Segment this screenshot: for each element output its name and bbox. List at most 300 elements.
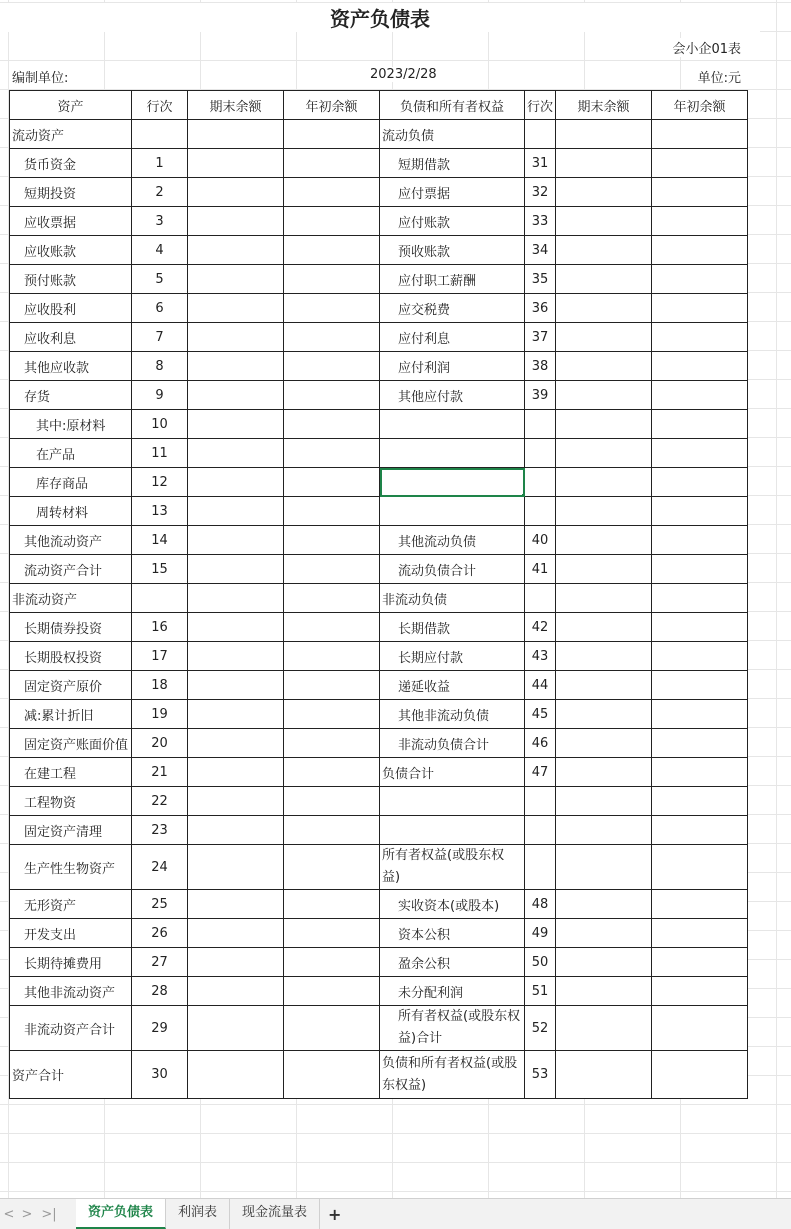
asset-end-balance-cell[interactable]: [188, 787, 284, 816]
asset-begin-balance-cell[interactable]: [284, 671, 380, 700]
asset-item-label: 应收利息: [10, 323, 132, 352]
liability-line-number: 44: [525, 671, 556, 700]
liability-line-number: 50: [525, 948, 556, 977]
asset-begin-balance-cell[interactable]: [284, 584, 380, 613]
liability-item-label: 负债合计: [380, 758, 525, 787]
asset-begin-balance-cell[interactable]: [284, 816, 380, 845]
last-sheet-icon[interactable]: >|: [41, 1206, 57, 1222]
liability-begin-balance-cell[interactable]: [652, 584, 748, 613]
table-row: [10, 1006, 748, 1051]
liability-line-number: [525, 816, 556, 845]
asset-item-label: 工程物资: [10, 787, 132, 816]
liability-begin-balance-cell[interactable]: [652, 381, 748, 410]
liability-item-label: 非流动负债: [380, 584, 525, 613]
asset-item-label: 长期债券投资: [10, 613, 132, 642]
asset-line-number: 13: [132, 497, 188, 526]
asset-item-label: 在产品: [10, 439, 132, 468]
asset-item-label: 流动资产: [10, 120, 132, 149]
asset-end-balance-cell[interactable]: [188, 236, 284, 265]
asset-begin-balance-cell[interactable]: [284, 526, 380, 555]
liability-end-balance-cell[interactable]: [556, 977, 652, 1006]
liability-begin-balance-cell[interactable]: [652, 613, 748, 642]
liability-line-number: [525, 584, 556, 613]
liability-end-balance-cell[interactable]: [556, 816, 652, 845]
selected-cell[interactable]: [380, 468, 525, 497]
liability-begin-balance-cell[interactable]: [652, 120, 748, 149]
asset-begin-balance-cell[interactable]: [284, 381, 380, 410]
asset-line-number: 6: [132, 294, 188, 323]
liability-begin-balance-cell[interactable]: [652, 526, 748, 555]
asset-end-balance-cell[interactable]: [188, 410, 284, 439]
table-row: [10, 265, 748, 294]
liability-end-balance-cell[interactable]: [556, 671, 652, 700]
liability-item-label: 所有者权益(或股东权益)合计: [380, 1006, 525, 1051]
asset-line-number: 23: [132, 816, 188, 845]
asset-begin-balance-cell[interactable]: [284, 497, 380, 526]
liability-item-label: 其他非流动负债: [380, 700, 525, 729]
liability-begin-balance-cell[interactable]: [652, 758, 748, 787]
table-row: [10, 178, 748, 207]
asset-line-number: 8: [132, 352, 188, 381]
liability-begin-balance-cell[interactable]: [652, 1051, 748, 1099]
table-row: [10, 526, 748, 555]
liability-line-number: [525, 410, 556, 439]
liability-item-label: [380, 410, 525, 439]
asset-item-label: 长期待摊费用: [10, 948, 132, 977]
asset-end-balance-cell[interactable]: [188, 890, 284, 919]
liability-line-number: 32: [525, 178, 556, 207]
asset-line-number: 24: [132, 845, 188, 890]
asset-end-balance-cell[interactable]: [188, 526, 284, 555]
liability-item-label: [380, 439, 525, 468]
liability-begin-balance-cell[interactable]: [652, 468, 748, 497]
asset-item-label: 非流动资产合计: [10, 1006, 132, 1051]
asset-line-number: 29: [132, 1006, 188, 1051]
asset-item-label: 应收股利: [10, 294, 132, 323]
asset-end-balance-cell[interactable]: [188, 758, 284, 787]
liability-line-number: 31: [525, 149, 556, 178]
form-number: 会小企01表: [672, 38, 741, 57]
table-row: [10, 758, 748, 787]
asset-begin-balance-cell[interactable]: [284, 149, 380, 178]
asset-end-balance-cell[interactable]: [188, 439, 284, 468]
asset-end-balance-cell[interactable]: [188, 729, 284, 758]
asset-end-balance-cell[interactable]: [188, 323, 284, 352]
asset-item-label: 减:累计折旧: [10, 700, 132, 729]
asset-line-number: [132, 584, 188, 613]
liability-line-number: 41: [525, 555, 556, 584]
asset-item-label: 其他非流动资产: [10, 977, 132, 1006]
liability-item-label: [380, 497, 525, 526]
asset-line-number: 14: [132, 526, 188, 555]
table-row: [10, 787, 748, 816]
liability-item-label: 长期借款: [380, 613, 525, 642]
liability-begin-balance-cell[interactable]: [652, 410, 748, 439]
asset-item-label: 生产性生物资产: [10, 845, 132, 890]
liability-end-balance-cell[interactable]: [556, 323, 652, 352]
liability-begin-balance-cell[interactable]: [652, 700, 748, 729]
liability-item-label: 其他流动负债: [380, 526, 525, 555]
table-row: [10, 671, 748, 700]
asset-item-label: 短期投资: [10, 178, 132, 207]
liability-line-number: [525, 120, 556, 149]
table-row: [10, 845, 748, 890]
liability-line-number: 34: [525, 236, 556, 265]
liability-begin-balance-cell[interactable]: [652, 178, 748, 207]
liability-begin-balance-cell[interactable]: [652, 977, 748, 1006]
asset-item-label: 长期股权投资: [10, 642, 132, 671]
asset-line-number: 27: [132, 948, 188, 977]
asset-line-number: 2: [132, 178, 188, 207]
liability-end-balance-cell[interactable]: [556, 890, 652, 919]
liability-begin-balance-cell[interactable]: [652, 555, 748, 584]
liability-line-number: 40: [525, 526, 556, 555]
liability-end-balance-cell[interactable]: [556, 294, 652, 323]
liability-end-balance-cell[interactable]: [556, 642, 652, 671]
table-row: [10, 729, 748, 758]
liability-line-number: 51: [525, 977, 556, 1006]
currency-label: 单位:元: [698, 67, 741, 86]
liability-end-balance-cell[interactable]: [556, 410, 652, 439]
table-row: [10, 352, 748, 381]
liability-end-balance-cell[interactable]: [556, 178, 652, 207]
liability-begin-balance-cell[interactable]: [652, 497, 748, 526]
asset-end-balance-cell[interactable]: [188, 1051, 284, 1099]
asset-line-number: 9: [132, 381, 188, 410]
liability-item-label: 所有者权益(或股东权益): [380, 845, 525, 890]
asset-item-label: 无形资产: [10, 890, 132, 919]
table-row: [10, 236, 748, 265]
liability-end-balance-cell[interactable]: [556, 120, 652, 149]
liability-item-label: 预收账款: [380, 236, 525, 265]
column-header: 负债和所有者权益: [380, 91, 525, 120]
asset-line-number: [132, 120, 188, 149]
liability-item-label: 资本公积: [380, 919, 525, 948]
asset-begin-balance-cell[interactable]: [284, 352, 380, 381]
liability-begin-balance-cell[interactable]: [652, 149, 748, 178]
asset-begin-balance-cell[interactable]: [284, 758, 380, 787]
asset-begin-balance-cell[interactable]: [284, 207, 380, 236]
liability-item-label: 非流动负债合计: [380, 729, 525, 758]
sheet-title: 资产负债表: [0, 3, 760, 32]
liability-end-balance-cell[interactable]: [556, 700, 652, 729]
asset-item-label: 应收票据: [10, 207, 132, 236]
liability-line-number: [525, 497, 556, 526]
liability-item-label: 应付利息: [380, 323, 525, 352]
liability-end-balance-cell[interactable]: [556, 265, 652, 294]
liability-end-balance-cell[interactable]: [556, 1051, 652, 1099]
liability-line-number: [525, 787, 556, 816]
liability-end-balance-cell[interactable]: [556, 352, 652, 381]
asset-end-balance-cell[interactable]: [188, 816, 284, 845]
liability-begin-balance-cell[interactable]: [652, 642, 748, 671]
asset-item-label: 非流动资产: [10, 584, 132, 613]
asset-line-number: 15: [132, 555, 188, 584]
liability-end-balance-cell[interactable]: [556, 207, 652, 236]
asset-end-balance-cell[interactable]: [188, 120, 284, 149]
column-header: 年初余额: [284, 91, 380, 120]
asset-line-number: 30: [132, 1051, 188, 1099]
liability-line-number: 42: [525, 613, 556, 642]
asset-end-balance-cell[interactable]: [188, 1006, 284, 1051]
liability-end-balance-cell[interactable]: [556, 613, 652, 642]
asset-item-label: 其中:原材料: [10, 410, 132, 439]
liability-begin-balance-cell[interactable]: [652, 671, 748, 700]
asset-begin-balance-cell[interactable]: [284, 1051, 380, 1099]
table-row: [10, 120, 748, 149]
liability-item-label: 应付票据: [380, 178, 525, 207]
asset-end-balance-cell[interactable]: [188, 977, 284, 1006]
liability-line-number: [525, 468, 556, 497]
asset-line-number: 20: [132, 729, 188, 758]
asset-item-label: 库存商品: [10, 468, 132, 497]
asset-end-balance-cell[interactable]: [188, 919, 284, 948]
liability-end-balance-cell[interactable]: [556, 149, 652, 178]
liability-line-number: 46: [525, 729, 556, 758]
column-header: 行次: [525, 91, 556, 120]
liability-end-balance-cell[interactable]: [556, 381, 652, 410]
column-header: 期末余额: [188, 91, 284, 120]
asset-begin-balance-cell[interactable]: [284, 700, 380, 729]
asset-end-balance-cell[interactable]: [188, 700, 284, 729]
asset-item-label: 周转材料: [10, 497, 132, 526]
liability-item-label: 应付职工薪酬: [380, 265, 525, 294]
column-header: 资产: [10, 91, 132, 120]
liability-end-balance-cell[interactable]: [556, 555, 652, 584]
asset-item-label: 应收账款: [10, 236, 132, 265]
tab-cash-flow[interactable]: 现金流量表: [230, 1199, 320, 1229]
unit-label: 编制单位:: [12, 67, 68, 86]
asset-line-number: 17: [132, 642, 188, 671]
asset-end-balance-cell[interactable]: [188, 497, 284, 526]
table-row: [10, 410, 748, 439]
asset-item-label: 资产合计: [10, 1051, 132, 1099]
liability-item-label: 递延收益: [380, 671, 525, 700]
asset-line-number: 25: [132, 890, 188, 919]
asset-begin-balance-cell[interactable]: [284, 1006, 380, 1051]
asset-item-label: 开发支出: [10, 919, 132, 948]
asset-item-label: 固定资产清理: [10, 816, 132, 845]
liability-item-label: 未分配利润: [380, 977, 525, 1006]
balance-sheet-table: [9, 90, 748, 1099]
add-sheet-icon[interactable]: +: [328, 1204, 342, 1224]
liability-begin-balance-cell[interactable]: [652, 323, 748, 352]
table-row: [10, 977, 748, 1006]
asset-end-balance-cell[interactable]: [188, 642, 284, 671]
liability-item-label: [380, 787, 525, 816]
asset-begin-balance-cell[interactable]: [284, 178, 380, 207]
liability-end-balance-cell[interactable]: [556, 497, 652, 526]
asset-end-balance-cell[interactable]: [188, 468, 284, 497]
asset-end-balance-cell[interactable]: [188, 584, 284, 613]
liability-item-label: 短期借款: [380, 149, 525, 178]
asset-begin-balance-cell[interactable]: [284, 323, 380, 352]
liability-line-number: [525, 845, 556, 890]
asset-begin-balance-cell[interactable]: [284, 845, 380, 890]
asset-item-label: 预付账款: [10, 265, 132, 294]
asset-begin-balance-cell[interactable]: [284, 120, 380, 149]
liability-begin-balance-cell[interactable]: [652, 352, 748, 381]
liability-end-balance-cell[interactable]: [556, 1006, 652, 1051]
tab-income-statement[interactable]: 利润表: [166, 1199, 230, 1229]
table-row: [10, 439, 748, 468]
asset-begin-balance-cell[interactable]: [284, 729, 380, 758]
liability-item-label: 流动负债合计: [380, 555, 525, 584]
liability-end-balance-cell[interactable]: [556, 729, 652, 758]
asset-item-label: 其他流动资产: [10, 526, 132, 555]
table-row: [10, 555, 748, 584]
asset-line-number: 22: [132, 787, 188, 816]
liability-line-number: 45: [525, 700, 556, 729]
asset-begin-balance-cell[interactable]: [284, 948, 380, 977]
asset-begin-balance-cell[interactable]: [284, 919, 380, 948]
asset-line-number: 7: [132, 323, 188, 352]
table-row: [10, 149, 748, 178]
liability-end-balance-cell[interactable]: [556, 439, 652, 468]
liability-line-number: 49: [525, 919, 556, 948]
tab-balance-sheet[interactable]: 资产负债表: [76, 1199, 166, 1229]
liability-item-label: 长期应付款: [380, 642, 525, 671]
liability-item-label: 流动负债: [380, 120, 525, 149]
table-row: [10, 584, 748, 613]
liability-begin-balance-cell[interactable]: [652, 948, 748, 977]
table-row: [10, 294, 748, 323]
sheet-tab-bar: [0, 1198, 791, 1229]
liability-begin-balance-cell[interactable]: [652, 236, 748, 265]
asset-line-number: 16: [132, 613, 188, 642]
liability-line-number: 33: [525, 207, 556, 236]
asset-item-label: 其他应收款: [10, 352, 132, 381]
liability-item-label: 实收资本(或股本): [380, 890, 525, 919]
asset-line-number: 11: [132, 439, 188, 468]
liability-begin-balance-cell[interactable]: [652, 845, 748, 890]
table-row: [10, 381, 748, 410]
asset-begin-balance-cell[interactable]: [284, 410, 380, 439]
table-row: [10, 613, 748, 642]
asset-end-balance-cell[interactable]: [188, 671, 284, 700]
asset-item-label: 流动资产合计: [10, 555, 132, 584]
asset-begin-balance-cell[interactable]: [284, 787, 380, 816]
asset-begin-balance-cell[interactable]: [284, 236, 380, 265]
asset-end-balance-cell[interactable]: [188, 178, 284, 207]
liability-begin-balance-cell[interactable]: [652, 265, 748, 294]
asset-begin-balance-cell[interactable]: [284, 613, 380, 642]
first-sheet-icon[interactable]: <: [3, 1206, 15, 1222]
table-row: [10, 497, 748, 526]
asset-end-balance-cell[interactable]: [188, 207, 284, 236]
liability-item-label: 应交税费: [380, 294, 525, 323]
liability-end-balance-cell[interactable]: [556, 948, 652, 977]
table-row: [10, 890, 748, 919]
liability-begin-balance-cell[interactable]: [652, 294, 748, 323]
asset-end-balance-cell[interactable]: [188, 149, 284, 178]
asset-end-balance-cell[interactable]: [188, 265, 284, 294]
liability-begin-balance-cell[interactable]: [652, 729, 748, 758]
asset-end-balance-cell[interactable]: [188, 613, 284, 642]
column-header: 年初余额: [652, 91, 748, 120]
asset-end-balance-cell[interactable]: [188, 381, 284, 410]
liability-begin-balance-cell[interactable]: [652, 919, 748, 948]
asset-end-balance-cell[interactable]: [188, 845, 284, 890]
liability-end-balance-cell[interactable]: [556, 236, 652, 265]
asset-item-label: 在建工程: [10, 758, 132, 787]
table-row: [10, 1051, 748, 1099]
liability-line-number: [525, 439, 556, 468]
asset-line-number: 5: [132, 265, 188, 294]
liability-item-label: 应付账款: [380, 207, 525, 236]
liability-line-number: 39: [525, 381, 556, 410]
liability-line-number: 37: [525, 323, 556, 352]
asset-begin-balance-cell[interactable]: [284, 555, 380, 584]
asset-end-balance-cell[interactable]: [188, 948, 284, 977]
column-header: 行次: [132, 91, 188, 120]
asset-item-label: 固定资产原价: [10, 671, 132, 700]
liability-begin-balance-cell[interactable]: [652, 207, 748, 236]
liability-item-label: 盈余公积: [380, 948, 525, 977]
asset-line-number: 18: [132, 671, 188, 700]
asset-line-number: 21: [132, 758, 188, 787]
liability-item-label: 其他应付款: [380, 381, 525, 410]
next-sheet-icon[interactable]: >: [21, 1206, 33, 1222]
asset-line-number: 3: [132, 207, 188, 236]
liability-end-balance-cell[interactable]: [556, 584, 652, 613]
asset-begin-balance-cell[interactable]: [284, 977, 380, 1006]
liability-end-balance-cell[interactable]: [556, 845, 652, 890]
asset-begin-balance-cell[interactable]: [284, 265, 380, 294]
asset-begin-balance-cell[interactable]: [284, 468, 380, 497]
liability-item-label: 应付利润: [380, 352, 525, 381]
liability-end-balance-cell[interactable]: [556, 526, 652, 555]
liability-end-balance-cell[interactable]: [556, 468, 652, 497]
liability-begin-balance-cell[interactable]: [652, 1006, 748, 1051]
asset-end-balance-cell[interactable]: [188, 352, 284, 381]
asset-begin-balance-cell[interactable]: [284, 890, 380, 919]
table-row: [10, 323, 748, 352]
liability-item-label: [380, 816, 525, 845]
liability-end-balance-cell[interactable]: [556, 787, 652, 816]
table-row: [10, 642, 748, 671]
column-header: 期末余额: [556, 91, 652, 120]
report-date: 2023/2/28: [370, 67, 437, 82]
asset-end-balance-cell[interactable]: [188, 294, 284, 323]
asset-end-balance-cell[interactable]: [188, 555, 284, 584]
asset-item-label: 货币资金: [10, 149, 132, 178]
liability-begin-balance-cell[interactable]: [652, 439, 748, 468]
liability-line-number: 47: [525, 758, 556, 787]
asset-line-number: 12: [132, 468, 188, 497]
liability-begin-balance-cell[interactable]: [652, 890, 748, 919]
asset-line-number: 28: [132, 977, 188, 1006]
liability-line-number: 36: [525, 294, 556, 323]
table-row: [10, 919, 748, 948]
table-row: [10, 207, 748, 236]
liability-end-balance-cell[interactable]: [556, 919, 652, 948]
liability-begin-balance-cell[interactable]: [652, 816, 748, 845]
table-row: [10, 816, 748, 845]
liability-line-number: 52: [525, 1006, 556, 1051]
asset-line-number: 26: [132, 919, 188, 948]
liability-end-balance-cell[interactable]: [556, 758, 652, 787]
asset-line-number: 4: [132, 236, 188, 265]
asset-begin-balance-cell[interactable]: [284, 439, 380, 468]
liability-line-number: 38: [525, 352, 556, 381]
asset-begin-balance-cell[interactable]: [284, 294, 380, 323]
asset-item-label: 存货: [10, 381, 132, 410]
table-row: [10, 468, 748, 497]
asset-item-label: 固定资产账面价值: [10, 729, 132, 758]
asset-begin-balance-cell[interactable]: [284, 642, 380, 671]
liability-begin-balance-cell[interactable]: [652, 787, 748, 816]
